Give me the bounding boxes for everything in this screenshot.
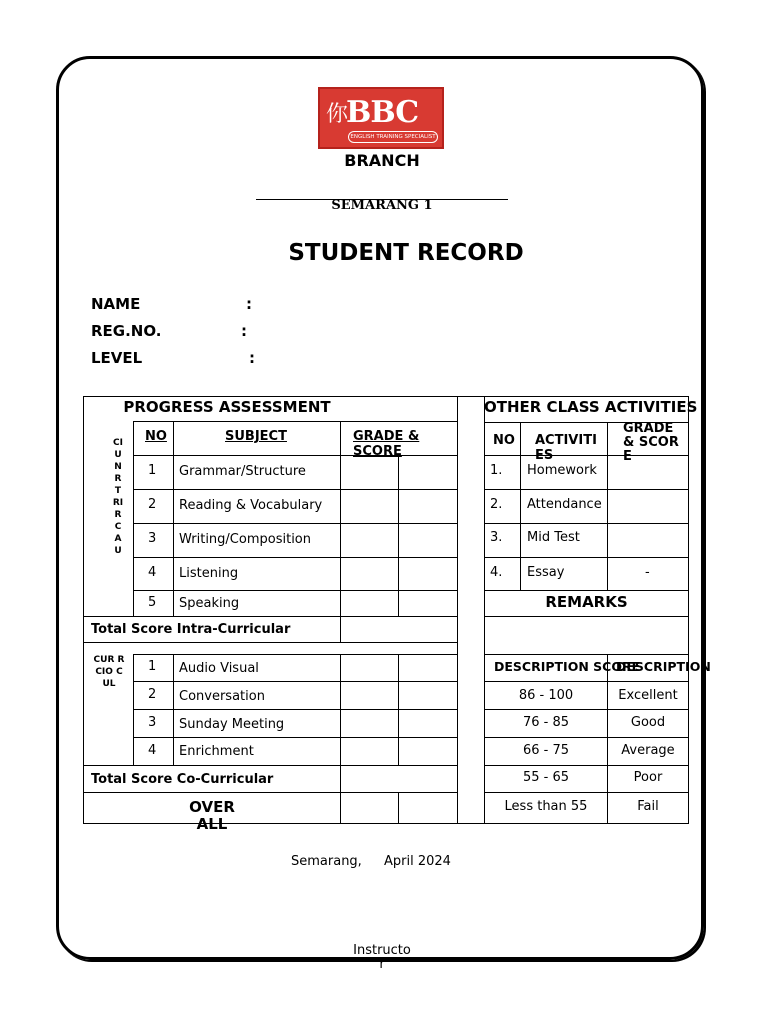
other-grade-cell — [607, 455, 689, 490]
scale-desc: Fail — [637, 799, 659, 814]
footer-place: Semarang, — [291, 854, 362, 869]
co-score-cell — [398, 654, 458, 682]
scale-desc: Average — [621, 743, 675, 758]
intra-row-subject: Speaking — [179, 596, 240, 611]
intra-row-no: 3 — [148, 531, 157, 546]
other-activity-header: ACTIVITIES — [535, 433, 597, 463]
co-row-subject: Audio Visual — [179, 661, 259, 676]
other-row-activity: Essay — [527, 565, 565, 580]
co-score-cell — [398, 737, 458, 766]
name-colon: : — [246, 295, 252, 313]
level-label: LEVEL — [91, 349, 143, 367]
intra-grade-cell — [340, 590, 399, 617]
other-row-no: 1. — [490, 463, 503, 478]
intra-row-subject: Listening — [179, 566, 239, 581]
other-grade-cell — [607, 489, 689, 524]
other-row-no: 2. — [490, 497, 503, 512]
logo-figure-icon: 你 — [326, 102, 349, 127]
co-row-subject: Enrichment — [179, 744, 254, 759]
other-row-no: 3. — [490, 530, 503, 545]
other-row-activity: Homework — [527, 463, 597, 478]
scale-desc: Excellent — [618, 688, 678, 703]
intra-row-no: 1 — [148, 463, 157, 478]
instructor-label: Instructor — [353, 943, 411, 972]
level-colon: : — [249, 349, 255, 367]
name-label: NAME — [91, 295, 141, 313]
intra-row-subject: Writing/Composition — [179, 532, 311, 547]
intra-side-label: CIUNRTRIRCAU — [112, 438, 124, 556]
intra-grade-cell — [340, 523, 399, 558]
remarks-header: REMARKS — [545, 593, 628, 611]
intra-row-subject: Grammar/Structure — [179, 464, 306, 479]
intra-grade-cell — [340, 455, 399, 490]
other-row-grade: - — [645, 565, 650, 580]
intra-row-no: 2 — [148, 497, 157, 512]
scale-score: Less than 55 — [504, 799, 588, 814]
subject-header: SUBJECT — [225, 429, 287, 444]
other-row-activity: Attendance — [527, 497, 602, 512]
branch-name: SEMARANG 1 — [331, 198, 433, 213]
intra-total-label: Total Score Intra-Curricular — [91, 622, 291, 637]
other-grade-cell — [607, 523, 689, 558]
desc-header: DESCRIPTION — [616, 659, 711, 674]
other-grade-header: GRADE & SCORE — [623, 421, 679, 464]
desc-score-header: DESCRIPTION SCORE — [494, 659, 641, 674]
bbc-logo — [318, 87, 444, 149]
co-total-label: Total Score Co-Curricular — [91, 772, 274, 787]
overall-label: OVERALL — [189, 798, 235, 833]
co-row-no: 1 — [148, 659, 157, 674]
scale-score: 66 - 75 — [522, 743, 570, 758]
co-grade-cell — [340, 737, 399, 766]
scale-score: 55 - 65 — [522, 770, 570, 785]
branch-label: BRANCH — [344, 151, 420, 170]
other-no-header: NO — [493, 433, 515, 448]
logo-tagline: ENGLISH TRAINING SPECIALIST — [348, 131, 438, 143]
intra-score-cell — [398, 523, 458, 558]
other-row-no: 4. — [490, 565, 503, 580]
page-title: STUDENT RECORD — [288, 240, 524, 266]
co-row-subject: Sunday Meeting — [179, 717, 285, 732]
other-title: OTHER CLASS ACTIVITIES — [484, 398, 698, 416]
co-total-score-cell — [340, 765, 458, 793]
intra-score-cell — [398, 557, 458, 591]
co-score-cell — [398, 709, 458, 738]
grade-header: GRADE & SCORE — [353, 429, 420, 459]
co-row-no: 3 — [148, 715, 157, 730]
intra-row-no: 5 — [148, 595, 157, 610]
intra-score-cell — [398, 489, 458, 524]
other-row-activity: Mid Test — [527, 530, 580, 545]
co-side-label: CUR R CIO C UL — [93, 655, 125, 689]
co-score-cell — [398, 681, 458, 710]
co-row-no: 2 — [148, 687, 157, 702]
progress-title-text: PROGRESS ASSESSMENT — [123, 398, 331, 416]
logo-text: BBC — [346, 95, 419, 130]
intra-row-subject: Reading & Vocabulary — [179, 498, 323, 513]
intra-row-no: 4 — [148, 565, 157, 580]
scale-score: 76 - 85 — [522, 715, 570, 730]
overall-score-cell — [398, 792, 458, 824]
intra-grade-cell — [340, 557, 399, 591]
regno-colon: : — [241, 322, 247, 340]
no-header: NO — [145, 429, 167, 444]
overall-grade-cell — [340, 792, 399, 824]
footer-date: April 2024 — [384, 854, 451, 869]
intra-total-score-cell — [340, 616, 458, 643]
co-row-subject: Conversation — [179, 689, 265, 704]
intra-grade-cell — [340, 489, 399, 524]
scale-desc: Good — [630, 715, 666, 730]
scale-desc: Poor — [633, 770, 663, 785]
co-grade-cell — [340, 681, 399, 710]
scale-score: 86 - 100 — [518, 688, 574, 703]
spacer-column — [457, 396, 485, 824]
intra-score-cell — [398, 590, 458, 617]
co-grade-cell — [340, 654, 399, 682]
co-row-no: 4 — [148, 743, 157, 758]
remarks-field[interactable] — [484, 616, 689, 655]
intra-score-cell — [398, 455, 458, 490]
co-grade-cell — [340, 709, 399, 738]
regno-label: REG.NO. — [91, 322, 162, 340]
